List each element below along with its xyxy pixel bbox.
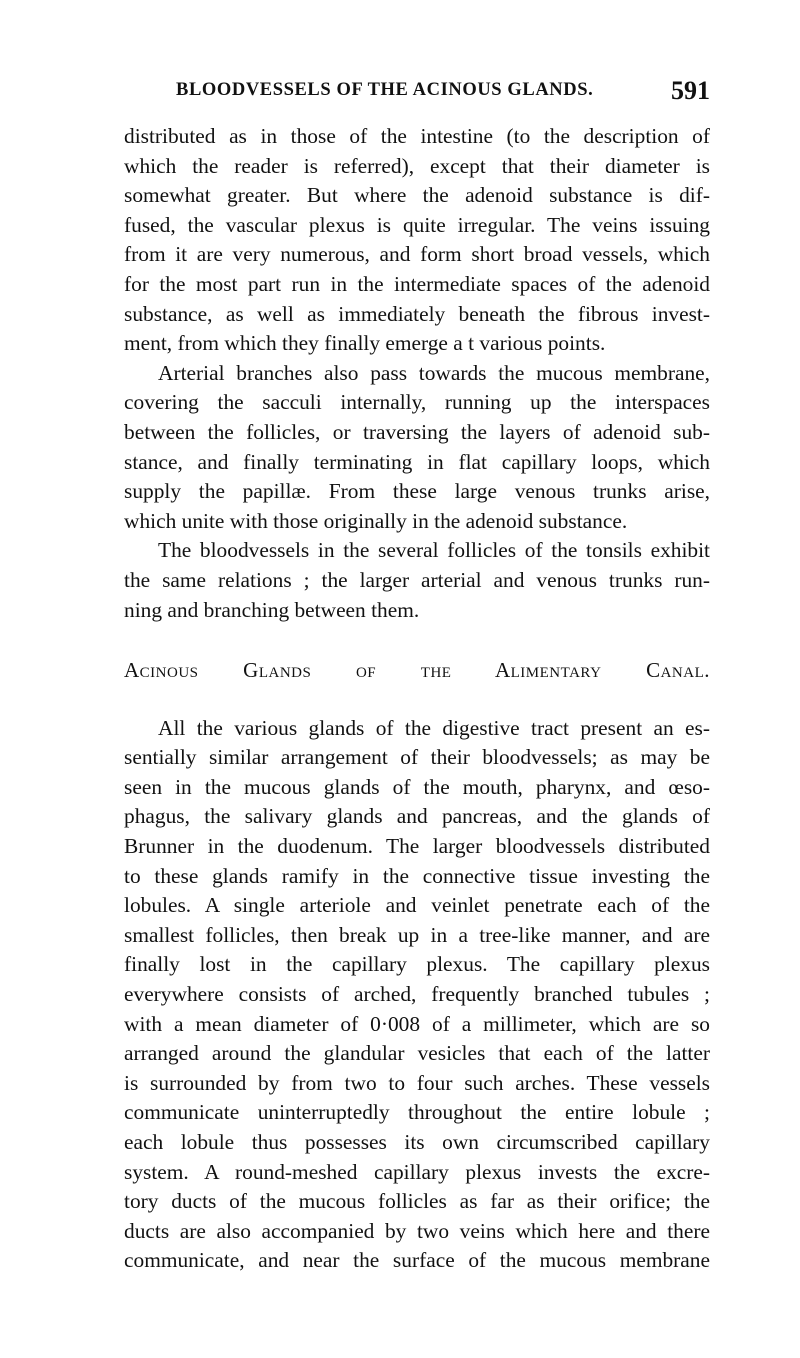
text-line: Arterial branches also pass towards the mucous membrane, <box>158 360 710 385</box>
paragraph-bloodvessels-distribution <box>124 122 710 359</box>
paragraph-arterial-branches <box>124 359 710 537</box>
text-line: for the most part run in the intermediate spaces of the adenoid <box>124 271 710 296</box>
text-line: between the follicles, or traversing the layers of adenoid sub- <box>124 419 710 444</box>
running-head <box>124 76 710 112</box>
text-line: each lobule thus possesses its own circumscribed capillary <box>124 1130 710 1154</box>
text-line: system. A round-meshed capillary plexus invests the excre- <box>124 1159 710 1184</box>
text-line: ducts are also accompanied by two veins which here and there <box>124 1218 710 1243</box>
text-line: is surrounded by from two to four such arches. These vessels <box>124 1070 710 1095</box>
text-line: tory ducts of the mucous follicles as far as their orifice; the <box>124 1189 710 1214</box>
text-line: which unite with those originally in the adenoid substance. <box>124 508 628 533</box>
text-line: with a mean diameter of 0·008 of a millimeter, which are so <box>124 1011 710 1036</box>
running-title: BLOODVESSELS OF THE ACINOUS GLANDS. <box>176 80 594 100</box>
text-line: sentially similar arrangement of their bloodvessels; as may be <box>124 745 710 770</box>
text-line: somewhat greater. But where the adenoid substance is dif- <box>124 183 710 208</box>
text-line: substance, as well as immediately beneath the fibrous invest- <box>124 301 710 326</box>
text-line: ment, from which they finally emerge a t various points. <box>124 331 606 356</box>
text-line: lobules. A single arteriole and veinlet penetrate each of the <box>124 893 710 918</box>
text-line: smallest follicles, then break up in a tree-like manner, and are <box>124 922 710 947</box>
text-line: finally lost in the capillary plexus. The capillary plexus <box>124 952 710 977</box>
text-line: Brunner in the duodenum. The larger bloodvessels distributed <box>124 834 710 859</box>
text-line: which the reader is referred), except that their diameter is <box>124 153 710 178</box>
text-line: distributed as in those of the intestine (to the description of <box>124 124 710 148</box>
text-line: seen in the mucous glands of the mouth, pharynx, and œso- <box>124 774 710 799</box>
text-line: fused, the vascular plexus is quite irregular. The veins issuing <box>124 212 710 237</box>
text-line: communicate uninterruptedly throughout the entire lobule ; <box>124 1100 710 1125</box>
body-text <box>124 122 710 1276</box>
book-page <box>124 76 710 1276</box>
text-line: arranged around the glandular vesicles that each of the latter <box>124 1041 710 1066</box>
text-line: phagus, the salivary glands and pancreas, and the glands of <box>124 804 710 829</box>
paragraph-tonsil-follicles <box>124 536 710 625</box>
text-line: covering the sacculi internally, running up the interspaces <box>124 390 710 415</box>
page-number: 591 <box>671 76 710 105</box>
text-line: to these glands ramify in the connective tissue investing the <box>124 863 710 888</box>
text-line: the same relations ; the larger arterial and venous trunks run- <box>124 567 710 592</box>
text-line: All the various glands of the digestive tract present an es- <box>158 715 710 740</box>
text-line: everywhere consists of arched, frequently branched tubules ; <box>124 982 710 1007</box>
text-line: The bloodvessels in the several follicles of the tonsils exhibit <box>158 538 710 563</box>
paragraph-digestive-glands <box>124 714 710 1276</box>
text-line: supply the papillæ. From these large venous trunks arise, <box>124 479 710 504</box>
text-line: stance, and finally terminating in flat capillary loops, which <box>124 449 710 474</box>
text-line: ning and branching between them. <box>124 597 420 622</box>
section-heading: Acinous Glands of the Alimentary Canal. <box>124 658 710 683</box>
text-line: communicate, and near the surface of the mucous membrane <box>124 1248 710 1273</box>
text-line: from it are very numerous, and form short broad vessels, which <box>124 242 710 267</box>
